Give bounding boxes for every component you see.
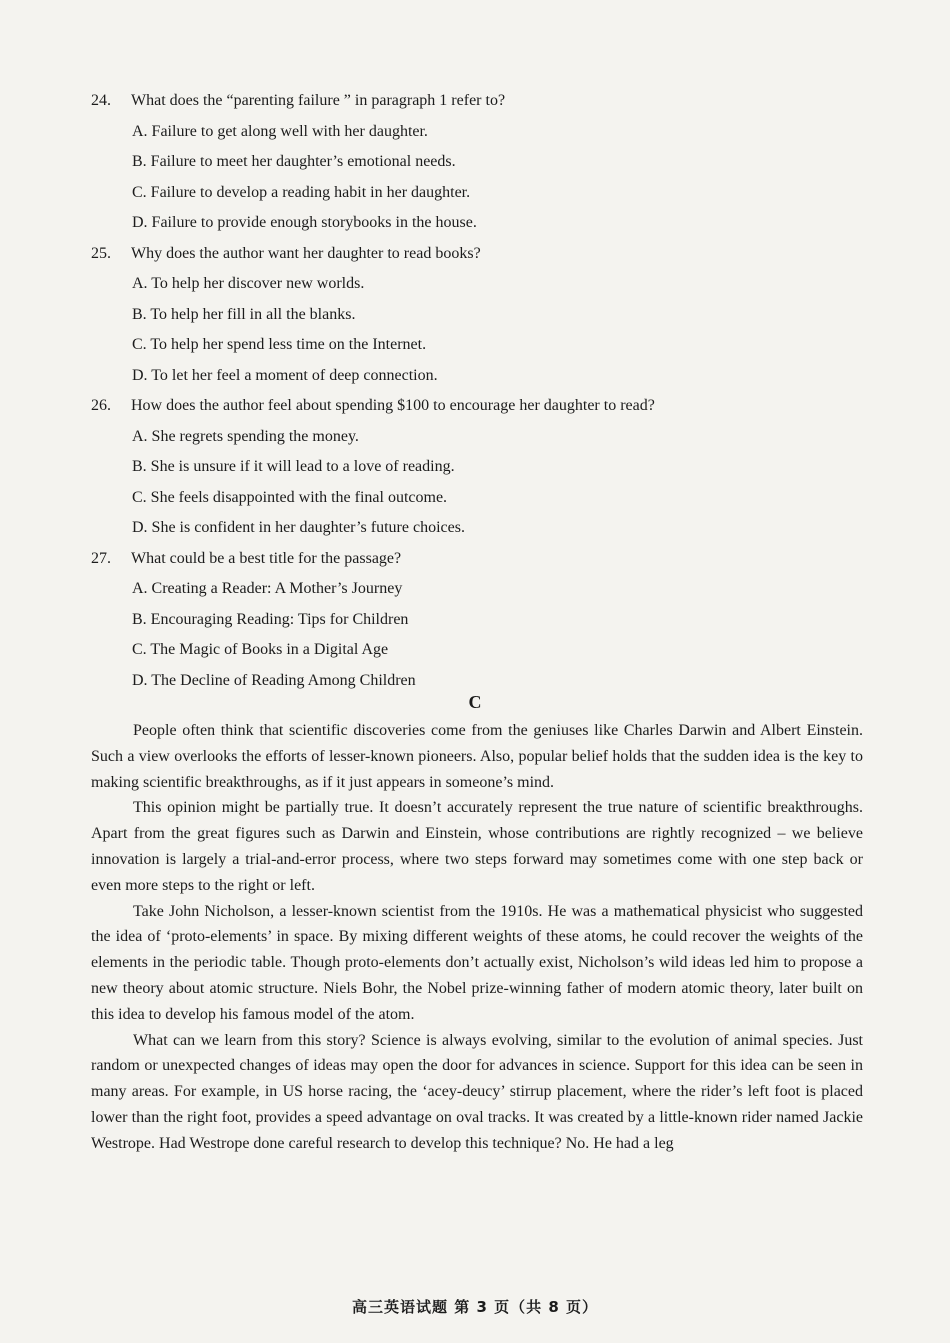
passage-paragraph-4: What can we learn from this story? Science is always evolving, similar to the evolution of animal species. Just random or unexpected changes of ideas may open the door for advances in science. Support for this idea can be seen in many areas. For example, in US horse racing, the ‘acey-deucy’ stirrup placement, where the rider’s left foot is placed lower than the right foot, provides a speed advantage on oval tracks. It was created by a little-known rider named Jackie Westrope. Had Westrope done careful research to develop this technique? No. He had a leg [91,1031,863,1152]
question-24 [91,86,881,239]
option-d: D. The Decline of Reading Among Children [132,671,416,689]
option-a: A. Failure to get along well with her daughter. [132,122,428,140]
option-a: A. To help her discover new worlds. [132,275,365,293]
question-list [91,86,881,696]
option-b: B. Failure to meet her daughter’s emotional needs. [132,153,456,171]
reading-passage [91,718,863,1157]
question-number: 25. [91,244,111,262]
question-text: What does the “parenting failure ” in paragraph 1 refer to? [131,92,506,110]
passage-paragraph-2: This opinion might be partially true. It doesn’t accurately represent the true nature of scientific breakthroughs. Apart from the great figures such as Darwin and Einstein, whose contributions are rightly recognized – we believe innovation is largely a trial-and-error process, where two steps forward may sometimes come with one step back or even more steps to the right or left. [91,799,863,894]
question-number: 24. [91,92,111,110]
option-b: B. Encouraging Reading: Tips for Children [132,610,409,628]
option-c: C. The Magic of Books in a Digital Age [132,641,389,659]
option-a: A. Creating a Reader: A Mother’s Journey [132,580,403,598]
option-c: C. To help her spend less time on the Internet. [132,336,427,354]
question-text: Why does the author want her daughter to read books? [131,244,481,262]
option-d: D. She is confident in her daughter’s future choices. [132,519,465,537]
question-stem [91,239,881,270]
option-d: D. To let her feel a moment of deep connection. [132,366,438,384]
passage-paragraph-3: Take John Nicholson, a lesser-known scientist from the 1910s. He was a mathematical physicist who suggested the idea of ‘proto-elements’ in space. By mixing different weights of these atoms, he could recover the weights of the elements in the periodic table. Though proto-elements don’t actually exist, Nicholson’s wild ideas led him to propose a new theory about atomic structure. Niels Bohr, the Nobel prize-winning father of modern atomic theory, later built on this idea to develop his famous model of the atom. [91,902,863,1023]
option-b: B. To help her fill in all the blanks. [132,305,356,323]
question-26 [91,391,881,544]
question-stem [91,86,881,117]
question-stem [91,391,881,422]
question-number: 27. [91,549,111,567]
question-number: 26. [91,397,111,415]
question-text: How does the author feel about spending $100 to encourage her daughter to read? [131,397,655,415]
question-text: What could be a best title for the passage? [131,549,402,567]
option-b: B. She is unsure if it will lead to a love of reading. [132,458,455,476]
page-footer: 高三英语试题 第 3 页（共 8 页） [352,1298,598,1316]
question-stem [91,544,881,575]
option-c: C. She feels disappointed with the final outcome. [132,488,448,506]
passage-paragraph-1: People often think that scientific discoveries come from the geniuses like Charles Darwin and Albert Einstein. Such a view overlooks the efforts of lesser-known pioneers. Also, popular belief holds that the sudden idea is the key to making scientific breakthroughs, as if it just appears in someone’s mind. [91,722,863,791]
option-a: A. She regrets spending the money. [132,427,359,445]
section-heading: C [468,692,482,712]
option-d: D. Failure to provide enough storybooks in the house. [132,214,477,232]
option-c: C. Failure to develop a reading habit in her daughter. [132,183,471,201]
question-27 [91,544,881,697]
question-25 [91,239,881,392]
